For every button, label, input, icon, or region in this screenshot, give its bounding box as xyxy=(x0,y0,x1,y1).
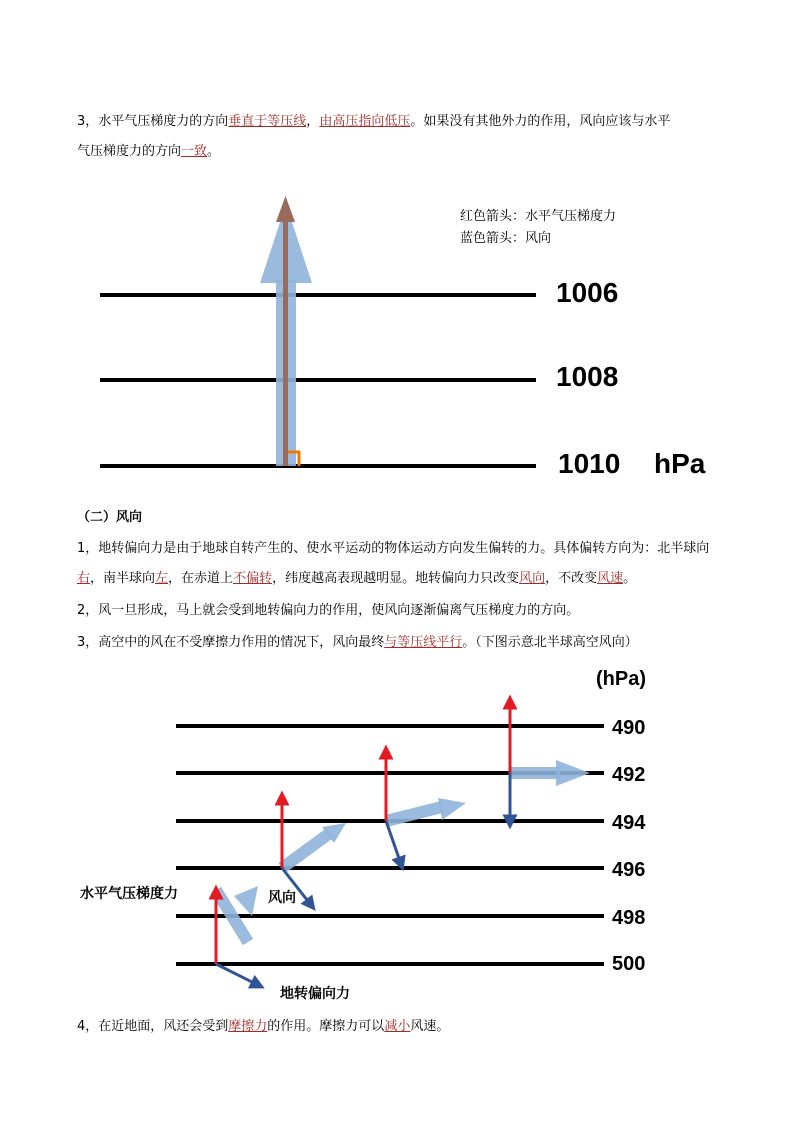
label-490: 490 xyxy=(612,717,646,739)
force-group-1 xyxy=(216,886,258,985)
text-segment: 。（下图示意北半球高空风向） xyxy=(462,635,638,650)
text-segment: 风速。 xyxy=(410,1019,450,1034)
text-segment: 。 xyxy=(207,144,221,159)
text-segment: 4，在近地面，风还会受到 xyxy=(77,1019,229,1034)
legend-blue: 蓝色箭头：风向 xyxy=(460,231,552,246)
force-group-2 xyxy=(282,798,346,905)
legend-red: 红色箭头：水平气压梯度力 xyxy=(460,209,617,224)
label-492: 492 xyxy=(612,764,646,786)
text-segment: 3，高空中的风在不受摩擦力作用的情况下，风向最终 xyxy=(77,635,385,650)
label-500: 500 xyxy=(612,953,646,975)
text-segment: 。 xyxy=(623,571,637,586)
underlined-term: 左 xyxy=(155,571,169,586)
underlined-term: 风速 xyxy=(597,571,624,586)
coriolis-arrow xyxy=(386,821,401,864)
paragraph-pgf-direction xyxy=(77,107,727,167)
section-heading-wind: （二）风向 xyxy=(77,510,143,525)
label-1010: 1010 xyxy=(558,448,621,479)
pgf-arrow-head xyxy=(276,196,295,222)
coriolis-arrow xyxy=(216,964,258,985)
label-unit-hpa: hPa xyxy=(654,448,706,479)
wind-arrow xyxy=(282,833,330,868)
text-segment: ，不改变 xyxy=(545,571,598,586)
text-segment: 。如果没有其他外力的作用，风向应该与水平 xyxy=(410,114,671,129)
text-segment: 1，地转偏向力是由于地球自转产生的、使水平运动的物体运动方向发生偏转的力。具体偏转方向为：北半球向 xyxy=(77,541,710,556)
unit-label: (hPa) xyxy=(596,668,646,690)
pgf-label: 水平气压梯度力 xyxy=(80,886,178,902)
wind-arrow-head xyxy=(556,760,590,786)
label-1006: 1006 xyxy=(556,277,619,308)
text-segment: 的作用。摩擦力可以 xyxy=(267,1019,385,1034)
underlined-term: 一致 xyxy=(181,144,208,159)
underlined-term: 右 xyxy=(77,571,91,586)
label-494: 494 xyxy=(612,812,646,834)
paragraph-coriolis xyxy=(77,534,727,594)
force-group-3 xyxy=(386,752,466,864)
wind-arrow-head xyxy=(438,798,466,820)
paragraph-friction xyxy=(77,1012,727,1042)
underlined-term: 由高压指向低压 xyxy=(319,114,411,129)
text-segment: 气压梯度力的方向 xyxy=(77,144,182,159)
label-1008: 1008 xyxy=(556,361,619,392)
underlined-term: 不偏转 xyxy=(233,571,273,586)
text-segment: 3，水平气压梯度力的方向 xyxy=(77,114,229,129)
pgf-arrow-shaft xyxy=(283,220,288,466)
paragraph-upper-wind xyxy=(77,628,727,658)
text-segment: ，南半球向 xyxy=(90,571,156,586)
wind-label: 风向 xyxy=(268,890,296,906)
text-segment: ，在赤道上 xyxy=(168,571,234,586)
paragraph-deflection: 2，风一旦形成，马上就会受到地转偏向力的作用，使风向逐渐偏离气压梯度力的方向。 xyxy=(77,603,580,618)
figure-upper-wind xyxy=(0,660,794,1010)
figure-pressure-gradient xyxy=(0,190,794,490)
text-segment: ， xyxy=(306,114,320,129)
wind-arrow-head xyxy=(234,886,258,916)
underlined-term: 垂直于等压线 xyxy=(228,114,307,129)
text-segment: ，纬度越高表现越明显。地转偏向力只改变 xyxy=(272,571,520,586)
wind-arrow xyxy=(386,807,442,821)
coriolis-label: 地转偏向力 xyxy=(280,986,350,1002)
underlined-term: 摩擦力 xyxy=(228,1019,268,1034)
underlined-term: 风向 xyxy=(519,571,546,586)
label-498: 498 xyxy=(612,907,646,929)
underlined-term: 与等压线平行 xyxy=(384,635,463,650)
force-group-4 xyxy=(510,702,590,822)
underlined-term: 减小 xyxy=(384,1019,411,1034)
label-496: 496 xyxy=(612,859,646,881)
